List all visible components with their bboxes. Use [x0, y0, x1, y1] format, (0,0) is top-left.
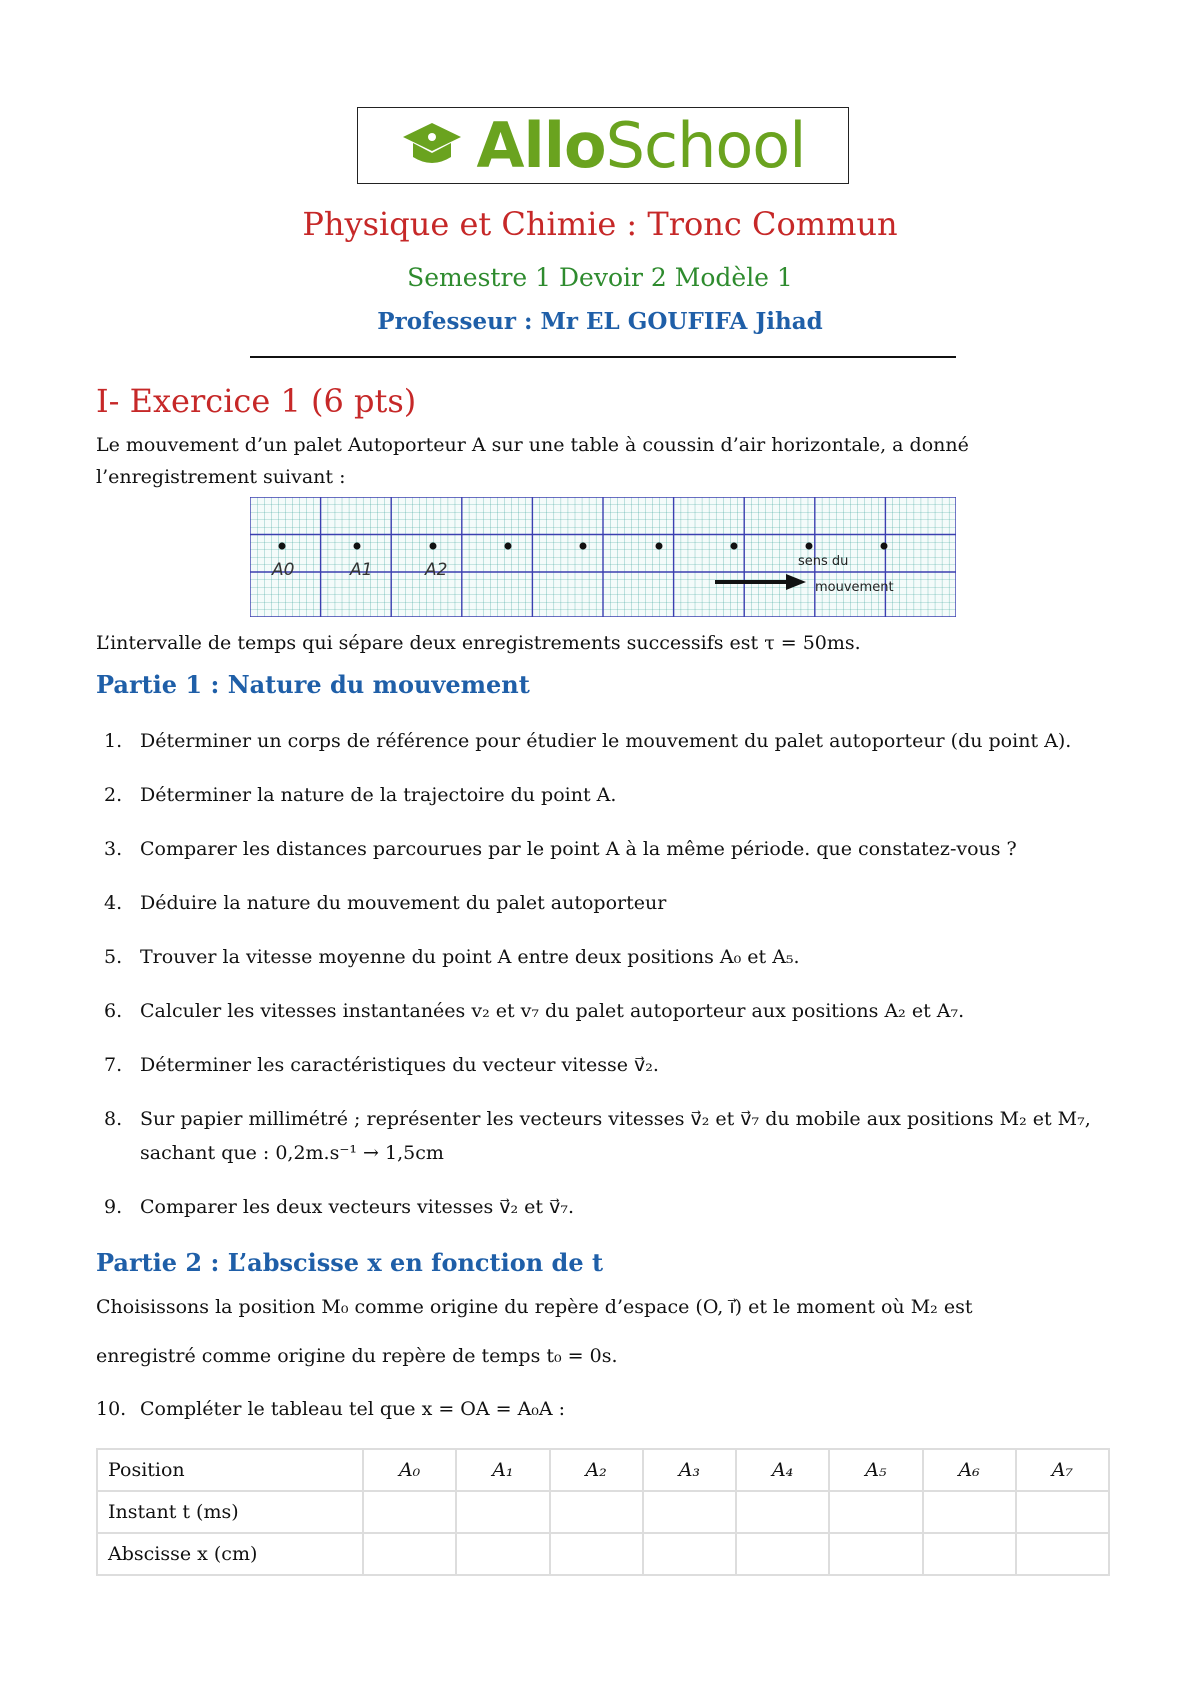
table-row [97, 1491, 1109, 1533]
question-4: 4. Déduire la nature du mouvement du palet autoporteur [104, 892, 667, 914]
abscissa-table [96, 1448, 1110, 1576]
table-header-cell: A₅ [829, 1449, 922, 1491]
table-cell[interactable] [1016, 1533, 1109, 1575]
page-subtitle: Semestre 1 Devoir 2 Modèle 1 [407, 263, 793, 292]
question-8-line2: sachant que : 0,2m.s⁻¹ → 1,5cm [140, 1142, 444, 1164]
label-a1: A1 [350, 560, 373, 580]
table-row [97, 1449, 1109, 1491]
table-header-cell: A₄ [736, 1449, 829, 1491]
question-8: 8. Sur papier millimétré ; représenter les vecteurs vitesses v⃗₂ et v⃗₇ du mobile aux positions M₂ et M₇, [104, 1108, 1091, 1130]
arrow-label-line1: sens du [798, 554, 849, 569]
table-cell[interactable] [363, 1491, 456, 1533]
question-10: 10. Compléter le tableau tel que x = OA = A₀A : [96, 1398, 566, 1420]
question-6: 6. Calculer les vitesses instantanées v₂ et v₇ du palet autoporteur aux positions A₂ et A₇. [104, 1000, 965, 1022]
table-header-cell: A₃ [643, 1449, 736, 1491]
question-7: 7. Déterminer les caractéristiques du vecteur vitesse v⃗₂. [104, 1054, 659, 1076]
recording-figure [250, 497, 956, 617]
table-header-cell: A₇ [1016, 1449, 1109, 1491]
table-cell[interactable] [456, 1533, 549, 1575]
interval-text: L’intervalle de temps qui sépare deux enregistrements successifs est τ = 50ms. [96, 632, 861, 654]
label-a0: A0 [272, 560, 295, 580]
header-divider [250, 356, 956, 358]
question-1: 1. Déterminer un corps de référence pour étudier le mouvement du palet autoporteur (du point A). [104, 730, 1072, 752]
table-cell[interactable] [736, 1491, 829, 1533]
exercise-title: I- Exercice 1 (6 pts) [96, 382, 417, 420]
question-5: 5. Trouver la vitesse moyenne du point A entre deux positions A₀ et A₅. [104, 946, 800, 968]
question-9: 9. Comparer les deux vecteurs vitesses v⃗₂ et v⃗₇. [104, 1196, 574, 1218]
table-cell[interactable] [550, 1533, 643, 1575]
part2-text-line1: Choisissons la position M₀ comme origine du repère d’espace (O, i⃗) et le moment où M₂ est [96, 1296, 973, 1318]
part2-title: Partie 2 : L’abscisse x en fonction de t [96, 1248, 604, 1277]
table-header-cell: A₆ [923, 1449, 1016, 1491]
label-a2: A2 [425, 560, 448, 580]
row-header-abscissa: Abscisse x (cm) [97, 1533, 363, 1575]
table-row [97, 1533, 1109, 1575]
table-cell[interactable] [923, 1491, 1016, 1533]
table-cell[interactable] [923, 1533, 1016, 1575]
table-cell[interactable] [1016, 1491, 1109, 1533]
table-cell[interactable] [829, 1491, 922, 1533]
exercise-intro-line2: l’enregistrement suivant : [96, 466, 346, 488]
table-cell[interactable] [829, 1533, 922, 1575]
logo-text: AlloSchool [476, 108, 806, 182]
table-header-cell: A₀ [363, 1449, 456, 1491]
part2-text-line2: enregistré comme origine du repère de temps t₀ = 0s. [96, 1345, 618, 1367]
exercise-intro-line1: Le mouvement d’un palet Autoporteur A sur une table à coussin d’air horizontale, a donné [96, 434, 969, 456]
table-cell[interactable] [550, 1491, 643, 1533]
table-header-cell: A₂ [550, 1449, 643, 1491]
alloschool-logo [357, 107, 849, 184]
table-header-cell: A₁ [456, 1449, 549, 1491]
row-header-instant: Instant t (ms) [97, 1491, 363, 1533]
table-cell[interactable] [363, 1533, 456, 1575]
graduation-cap-icon [401, 121, 463, 171]
table-cell[interactable] [643, 1533, 736, 1575]
part1-title: Partie 1 : Nature du mouvement [96, 670, 530, 699]
row-header-position: Position [97, 1449, 363, 1491]
table-cell[interactable] [736, 1533, 829, 1575]
arrow-label-line2: mouvement [815, 580, 894, 595]
page-title: Physique et Chimie : Tronc Commun [302, 205, 898, 243]
professor-name: Professeur : Mr EL GOUFIFA Jihad [377, 308, 823, 335]
question-3: 3. Comparer les distances parcourues par le point A à la même période. que constatez-vous ? [104, 838, 1017, 860]
table-cell[interactable] [643, 1491, 736, 1533]
table-cell[interactable] [456, 1491, 549, 1533]
question-2: 2. Déterminer la nature de la trajectoire du point A. [104, 784, 617, 806]
